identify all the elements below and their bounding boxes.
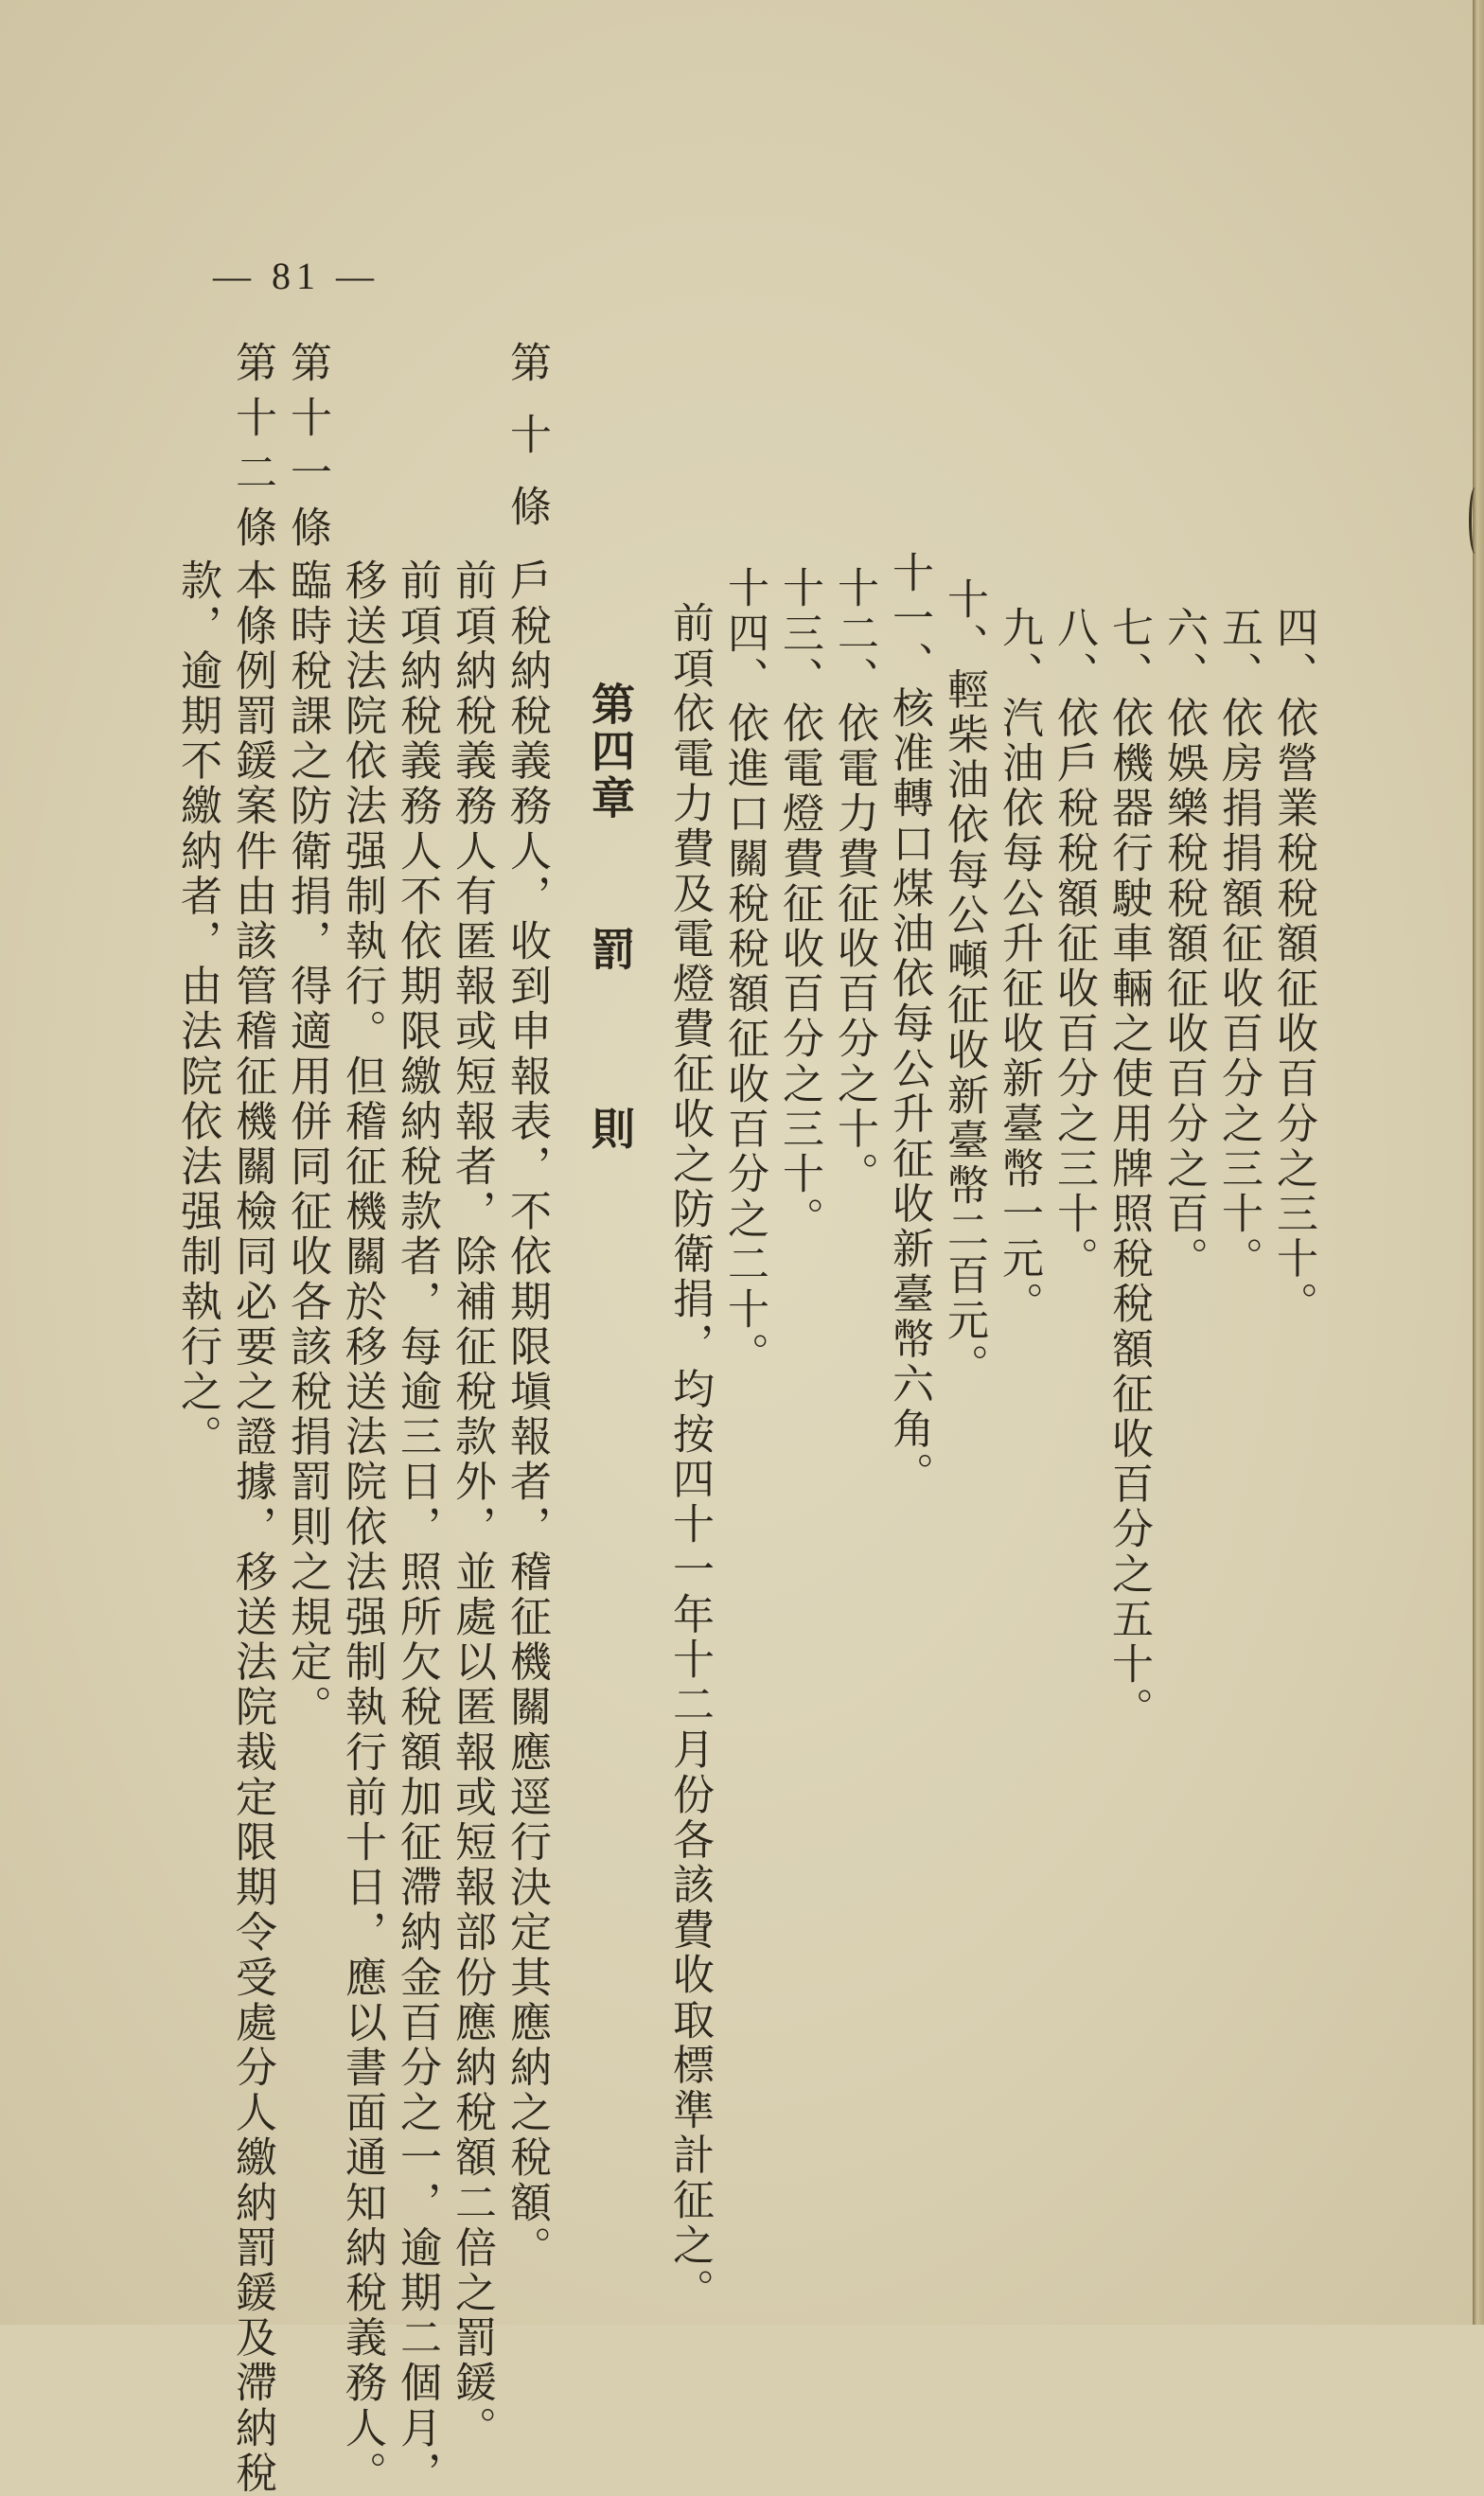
page-edge	[1473, 0, 1484, 2325]
article-label: 第十二條	[228, 341, 276, 560]
chapter-title-2: 則	[585, 1106, 636, 1154]
chapter-number: 第四章	[585, 682, 636, 823]
list-item: 七、依機器行駛車輛之使用牌照稅稅額征收百分之五十。	[1104, 606, 1153, 1732]
article-paragraph: 前項納稅義務人有匿報或短報者，除補征稅款外，並處以匿報或短報部份應納稅額二倍之罰鍰。	[448, 558, 496, 2452]
article-paragraph: 移送法院依法强制執行。但稽征機關於移送法院依法强制執行前十日，應以書面通知納稅義務人。	[338, 558, 386, 2496]
note-paragraph: 前項依電力費及電燈費征收之防衛捐，均按四十一年十二月份各該費收取標準計征之。	[665, 601, 714, 2313]
article-paragraph: 款，逾期不繳納者，由法院依法强制執行之。	[173, 558, 221, 1460]
article-paragraph: 戶稅納稅義務人，收到申報表，不依期限塡報者，稽征機關應逕行決定其應納之稅額。	[503, 558, 551, 2271]
chapter-heading	[585, 682, 636, 1154]
article-paragraph: 本條例罰鍰案件由該管稽征機關檢同必要之證據，移送法院裁定限期令受處分人繳納罰鍰及滯納稅	[228, 558, 276, 2496]
list-item: 十二、依電力費征收百分之十。	[830, 566, 878, 1197]
list-item: 十三、依電燈費征收百分之三十。	[775, 566, 823, 1242]
list-item: 十、輕柴油依每公噸征收新臺幣二百元。	[940, 577, 988, 1389]
list-item: 六、依娛樂稅稅額征收百分之百。	[1159, 606, 1208, 1282]
list-item: 十一、核准轉口煤油依每公升征收新臺幣六角。	[885, 551, 933, 1497]
article-label: 第十一條	[283, 341, 331, 560]
list-item: 九、汽油依每公升征收新臺幣一元。	[995, 606, 1043, 1327]
page-number: — 81 —	[213, 255, 380, 297]
chapter-title-1: 罰	[585, 926, 636, 974]
article-paragraph: 前項納稅義務人不依期限繳納稅款者，每逾三日，照所欠稅額加征滯納金百分之一，逾期二個月，	[393, 558, 441, 2496]
article-label: 第十條	[503, 341, 551, 557]
list-item: 四、依營業稅稅額征收百分之三十。	[1269, 606, 1317, 1327]
list-item: 八、依戶稅稅額征收百分之三十。	[1050, 606, 1098, 1282]
list-item: 十四、依進口關稅稅額征收百分之二十。	[720, 566, 768, 1377]
article-paragraph: 臨時稅課之防衛捐，得適用併同征收各該稅捐罰則之規定。	[283, 558, 331, 1730]
list-item: 五、依房捐捐額征收百分之三十。	[1214, 606, 1263, 1282]
page-tear	[1469, 487, 1481, 554]
